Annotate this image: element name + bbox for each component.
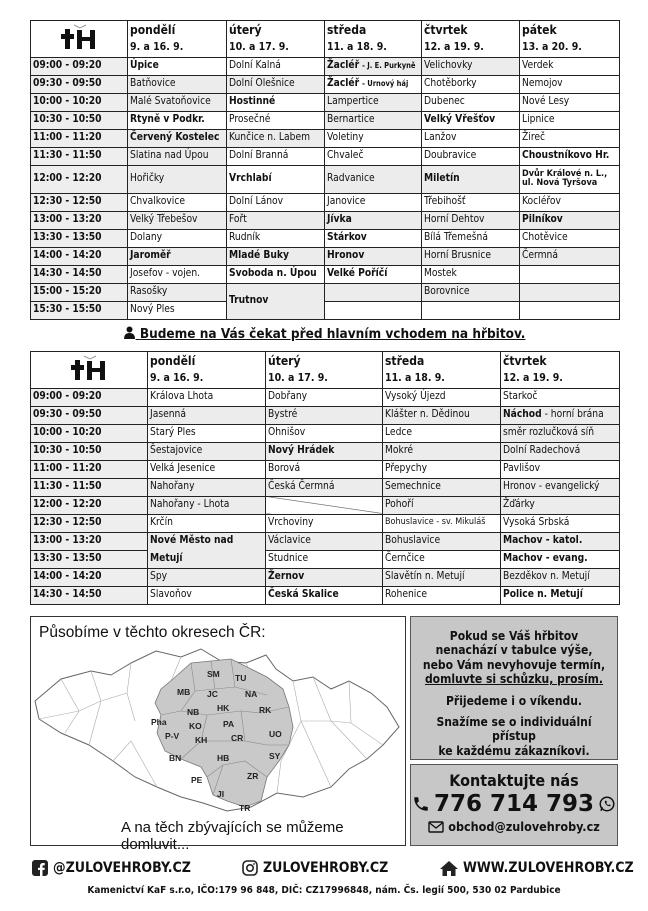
logo — [31, 352, 148, 389]
cemetery-cell: Jasenná — [148, 406, 266, 424]
cemetery-cell: Hostinné — [227, 93, 325, 111]
instagram-icon — [242, 860, 258, 876]
cemetery-cell: Velichovky — [422, 57, 520, 75]
table-row — [31, 283, 620, 301]
cemetery-cell — [325, 283, 422, 301]
district-label: TU — [235, 673, 247, 683]
table-row — [31, 75, 620, 93]
czech-map — [31, 641, 405, 821]
cemetery-cell: Mokré — [383, 442, 501, 460]
cemetery-cell: Dolní Radechová — [501, 442, 620, 460]
cemetery-cell: Trutnov — [227, 283, 325, 319]
cemetery-cell: Dolní Olešnice — [227, 75, 325, 93]
time-slot: 11:30 - 11:50 — [31, 478, 148, 496]
whatsapp-icon — [598, 795, 616, 813]
time-slot: 10:30 - 10:50 — [31, 111, 128, 129]
cemetery-cell: Rasošky — [128, 283, 227, 301]
cemetery-cell: Velké Poříčí — [325, 265, 422, 283]
cemetery-cell: Josefov - vojen. — [128, 265, 227, 283]
table-row — [31, 211, 620, 229]
table-row — [31, 165, 620, 193]
cross-h-logo-icon — [66, 352, 112, 384]
cemetery-cell: Janovice — [325, 193, 422, 211]
cemetery-cell: Verdek — [520, 57, 620, 75]
cemetery-cell: Kocléřov — [520, 193, 620, 211]
contact-heading: Kontaktujte nás — [449, 771, 579, 790]
cemetery-cell: Semechnice — [383, 478, 501, 496]
cemetery-cell: Nové Lesy — [520, 93, 620, 111]
cemetery-cell: Dolany — [128, 229, 227, 247]
time-slot: 12:00 - 12:20 — [31, 496, 148, 514]
table-row — [31, 442, 620, 460]
cemetery-cell: Nahořany - Lhota — [148, 496, 266, 514]
district-label: NB — [187, 707, 200, 717]
table-row — [31, 301, 620, 319]
cemetery-cell — [520, 283, 620, 301]
day-tuesday: úterý — [266, 352, 383, 370]
time-slot: 15:00 - 15:20 — [31, 283, 128, 301]
time-slot: 13:30 - 13:50 — [31, 550, 148, 568]
time-slot: 10:30 - 10:50 — [31, 442, 148, 460]
table-row — [31, 478, 620, 496]
info-text — [417, 629, 611, 672]
cemetery-cell: Kunčice n. Labem — [227, 129, 325, 147]
cemetery-cell: Česká Skalice — [266, 586, 383, 604]
district-label: BN — [169, 753, 182, 763]
time-slot: 12:30 - 12:50 — [31, 193, 128, 211]
table-row — [31, 229, 620, 247]
cemetery-cell: Třebihošť — [422, 193, 520, 211]
district-label: KH — [195, 735, 208, 745]
table-row — [31, 496, 620, 514]
time-slot: 15:30 - 15:50 — [31, 301, 128, 319]
time-slot: 11:00 - 11:20 — [31, 460, 148, 478]
schedule-table-2 — [30, 351, 620, 605]
cemetery-cell: Červený Kostelec — [128, 129, 227, 147]
cemetery-cell: Nový Hrádek — [266, 442, 383, 460]
date-tuesday: 10. a 17. 9. — [227, 39, 325, 57]
cemetery-cell: Králova Lhota — [148, 388, 266, 406]
day-wednesday: středa — [383, 352, 501, 370]
info-line: domluvte si schůzku, prosím. — [424, 672, 604, 687]
day-thursday: čtvrtek — [422, 21, 520, 39]
time-slot: 14:30 - 14:50 — [31, 586, 148, 604]
district-label: RK — [259, 705, 272, 715]
district-label: PE — [191, 775, 203, 785]
cemetery-cell — [520, 265, 620, 283]
email-address[interactable]: obchod@zulovehroby.cz — [448, 819, 600, 834]
cemetery-cell: Přepychy — [383, 460, 501, 478]
cemetery-cell: Radvanice — [325, 165, 422, 193]
cemetery-cell: Lanžov — [422, 129, 520, 147]
cemetery-cell: Čermná — [520, 247, 620, 265]
time-slot: 14:30 - 14:50 — [31, 265, 128, 283]
time-slot: 12:30 - 12:50 — [31, 514, 148, 532]
date-thursday: 12. a 19. 9. — [501, 370, 620, 388]
cemetery-cell: Rtyně v Podkr. — [128, 111, 227, 129]
cemetery-cell: Nahořany — [148, 478, 266, 496]
cemetery-cell: Žďárky — [501, 496, 620, 514]
cemetery-cell: Dolní Lánov — [227, 193, 325, 211]
map-panel — [30, 616, 406, 853]
cemetery-cell: Úpice — [128, 57, 227, 75]
email-row[interactable] — [411, 819, 617, 834]
cemetery-cell: Doubravice — [422, 147, 520, 165]
cemetery-cell: Machov - evang. — [501, 550, 620, 568]
cemetery-cell — [501, 406, 620, 424]
date-thursday: 12. a 19. 9. — [422, 39, 520, 57]
phone-icon — [412, 795, 430, 813]
table-row — [31, 406, 620, 424]
cemetery-cell: Dolní Branná — [227, 147, 325, 165]
website-url[interactable]: WWW.ZULOVEHROBY.CZ — [463, 860, 634, 876]
cemetery-cell: Hronov — [325, 247, 422, 265]
cemetery-cell: Dubenec — [422, 93, 520, 111]
cemetery-cell: Žernov — [266, 568, 383, 586]
cemetery-cell: Batňovice — [128, 75, 227, 93]
district-label: TR — [239, 803, 251, 813]
time-slot: 12:00 - 12:20 — [31, 165, 128, 193]
facebook-link[interactable] — [32, 860, 191, 876]
cemetery-cell: Mladé Buky — [227, 247, 325, 265]
time-slot: 11:00 - 11:20 — [31, 129, 128, 147]
cemetery-cell: Starý Ples — [148, 424, 266, 442]
cemetery-cell: Bezděkov n. Metují — [501, 568, 620, 586]
cemetery-cell: Šestajovice — [148, 442, 266, 460]
table-row — [31, 514, 620, 532]
cemetery-cell: Lampertice — [325, 93, 422, 111]
district-label: JI — [217, 789, 225, 799]
cemetery-cell: Velká Jesenice — [148, 460, 266, 478]
date-monday: 9. a 16. 9. — [128, 39, 227, 57]
time-slot: 10:00 - 10:20 — [31, 93, 128, 111]
date-monday: 9. a 16. 9. — [148, 370, 266, 388]
cemetery-cell: Malé Svatoňovice — [128, 93, 227, 111]
cemetery-cell — [325, 75, 422, 93]
cemetery-cell: Černčice — [383, 550, 501, 568]
info-text — [417, 715, 611, 758]
contact-box — [410, 764, 618, 846]
cemetery-cell: Dolní Kalná — [227, 57, 325, 75]
info-line: Přijedeme i o víkendu. — [445, 693, 583, 708]
district-label: CR — [231, 733, 244, 743]
info-line: ke každému zákazníkovi. — [438, 743, 590, 758]
time-slot: 13:30 - 13:50 — [31, 229, 128, 247]
table-row — [31, 532, 620, 550]
banner-text: Budeme na Vás čekat před hlavním vchodem na hřbitov. — [139, 326, 526, 342]
district-label: KO — [189, 721, 202, 731]
meeting-point-banner — [0, 326, 648, 342]
cemetery-cell: Vysoká Srbská — [501, 514, 620, 532]
cemetery-cell: Studnice — [266, 550, 383, 568]
district-label: HB — [217, 753, 230, 763]
info-box — [410, 616, 618, 760]
cemetery-cell: Klášter n. Dědinou — [383, 406, 501, 424]
cemetery-name: Žacléř — [327, 59, 360, 71]
district-label: PA — [223, 719, 235, 729]
cemetery-cell: Bystré — [266, 406, 383, 424]
district-label: HK — [217, 703, 230, 713]
district-label: SY — [269, 751, 281, 761]
table-row — [31, 129, 620, 147]
cemetery-cell: Rudník — [227, 229, 325, 247]
district-label: Pha — [151, 717, 167, 727]
table-row — [31, 111, 620, 129]
cemetery-cell: Lipnice — [520, 111, 620, 129]
cemetery-detail: - Urnový háj — [362, 78, 409, 88]
cemetery-cell: Police n. Metují — [501, 586, 620, 604]
cemetery-cell: Vysoký Újezd — [383, 388, 501, 406]
cemetery-cell: Chotěborky — [422, 75, 520, 93]
schedule-table-1 — [30, 20, 620, 320]
cemetery-cell — [422, 301, 520, 319]
cemetery-cell — [520, 301, 620, 319]
cemetery-cell: Stárkov — [325, 229, 422, 247]
cemetery-cell: Velký Vřešťov — [422, 111, 520, 129]
cemetery-cell: Nové Město nad — [148, 532, 266, 550]
district-label: NA — [245, 689, 258, 699]
cemetery-cell: Mostek — [422, 265, 520, 283]
cemetery-detail: - horní brána — [544, 408, 604, 420]
phone-number[interactable]: 776 714 793 — [433, 791, 595, 817]
logo — [31, 21, 128, 58]
cemetery-cell: Voletiny — [325, 129, 422, 147]
cemetery-cell: Slavětín n. Metují — [383, 568, 501, 586]
day-friday: pátek — [520, 21, 620, 39]
cross-h-logo-icon — [56, 21, 102, 53]
time-slot: 13:00 - 13:20 — [31, 532, 148, 550]
district-label: UO — [269, 729, 282, 739]
website-link[interactable] — [440, 860, 634, 876]
cemetery-name: Žacléř — [327, 77, 360, 89]
district-label: JC — [207, 689, 218, 699]
cemetery-cell: Slavoňov — [148, 586, 266, 604]
cemetery-cell: Chotěvice — [520, 229, 620, 247]
time-slot: 10:00 - 10:20 — [31, 424, 148, 442]
district-label: ZR — [247, 771, 259, 781]
cemetery-cell: Bohuslavice — [383, 532, 501, 550]
instagram-handle[interactable]: ZULOVEHROBY.CZ — [263, 860, 389, 876]
cemetery-cell: Slatina nad Úpou — [128, 147, 227, 165]
time-slot: 14:00 - 14:20 — [31, 247, 128, 265]
cemetery-cell: Dobřany — [266, 388, 383, 406]
info-line: nenachází v tabulce výše, — [435, 643, 593, 658]
cemetery-cell: Vrchlabí — [227, 165, 325, 193]
cemetery-cell: Hořičky — [128, 165, 227, 193]
time-slot: 13:00 - 13:20 — [31, 211, 128, 229]
date-friday: 13. a 20. 9. — [520, 39, 620, 57]
cemetery-cell: Václavice — [266, 532, 383, 550]
table-row — [31, 147, 620, 165]
home-icon — [440, 861, 458, 876]
cemetery-cell: Borovnice — [422, 283, 520, 301]
time-slot: 09:00 - 09:20 — [31, 57, 128, 75]
table-row — [31, 586, 620, 604]
date-wednesday: 11. a 18. 9. — [325, 39, 422, 57]
table-row — [31, 550, 620, 568]
cemetery-cell: Fořt — [227, 211, 325, 229]
cemetery-cell: Choustníkovo Hr. — [520, 147, 620, 165]
envelope-icon — [428, 821, 444, 833]
cemetery-cell: Horní Brusnice — [422, 247, 520, 265]
table-row — [31, 265, 620, 283]
district-label: SM — [207, 669, 220, 679]
time-slot: 09:00 - 09:20 — [31, 388, 148, 406]
cemetery-cell: Krčín — [148, 514, 266, 532]
date-tuesday: 10. a 17. 9. — [266, 370, 383, 388]
map-title: Působíme v těchto okresech ČR: — [39, 624, 266, 641]
table-row — [31, 57, 620, 75]
facebook-handle[interactable]: @ZULOVEHROBY.CZ — [53, 860, 191, 876]
day-tuesday: úterý — [227, 21, 325, 39]
info-line: nebo Vám nevyhovuje termín, — [422, 657, 606, 672]
cemetery-cell: Bohuslavice - sv. Mikuláš — [383, 514, 501, 532]
time-slot: 11:30 - 11:50 — [31, 147, 128, 165]
day-monday: pondělí — [148, 352, 266, 370]
cemetery-cell: Bílá Třemešná — [422, 229, 520, 247]
table-row — [31, 93, 620, 111]
cemetery-cell: Jaroměř — [128, 247, 227, 265]
cemetery-cell: Ledce — [383, 424, 501, 442]
cemetery-cell: Spy — [148, 568, 266, 586]
facebook-icon — [32, 860, 48, 876]
cemetery-cell: Miletín — [422, 165, 520, 193]
cemetery-cell: Nemojov — [520, 75, 620, 93]
cemetery-cell: Hronov - evangelický — [501, 478, 620, 496]
district-label: P-V — [165, 731, 180, 741]
map-note: A na těch zbývajících se můžeme domluvit... — [121, 819, 344, 853]
cemetery-cell: směr rozlučková síň — [501, 424, 620, 442]
table-row — [31, 568, 620, 586]
cemetery-cell: Bernartice — [325, 111, 422, 129]
cemetery-cell: Chvaleč — [325, 147, 422, 165]
cemetery-cell: Chvalkovice — [128, 193, 227, 211]
table-row — [31, 193, 620, 211]
time-slot: 09:30 - 09:50 — [31, 406, 148, 424]
cemetery-cell: Machov - katol. — [501, 532, 620, 550]
cemetery-cell: Svoboda n. Úpou — [227, 265, 325, 283]
cemetery-cell: Pohoří — [383, 496, 501, 514]
time-slot: 09:30 - 09:50 — [31, 75, 128, 93]
table-row — [31, 424, 620, 442]
cemetery-cell: Pavlišov — [501, 460, 620, 478]
person-icon — [123, 326, 136, 339]
cemetery-cell: Ohnišov — [266, 424, 383, 442]
cemetery-cell: Prosečné — [227, 111, 325, 129]
cemetery-cell: Rohenice — [383, 586, 501, 604]
cemetery-cell: Dvůr Králové n. L., ul. Nová Tyršova — [520, 165, 620, 193]
day-thursday: čtvrtek — [501, 352, 620, 370]
company-info: Kamenictví KaF s.r.o, IČO:179 96 848, DIČ: CZ17996848, nám. Čs. legií 500, 530 02 Pardubice — [87, 885, 561, 896]
cemetery-name: Náchod — [503, 408, 542, 420]
cemetery-cell: Jívka — [325, 211, 422, 229]
info-line: Pokud se Váš hřbitov — [449, 629, 579, 643]
table-row — [31, 247, 620, 265]
table-row — [31, 460, 620, 478]
cemetery-cell: Metují — [148, 550, 266, 568]
district-label: MB — [177, 687, 191, 697]
day-wednesday: středa — [325, 21, 422, 39]
day-monday: pondělí — [128, 21, 227, 39]
cemetery-cell: Horní Dehtov — [422, 211, 520, 229]
info-line: Snažíme se o individuální přístup — [436, 714, 592, 744]
date-wednesday: 11. a 18. 9. — [383, 370, 501, 388]
phone-row[interactable] — [411, 791, 617, 817]
empty-cell — [266, 496, 383, 514]
cemetery-cell: Česká Čermná — [266, 478, 383, 496]
cemetery-cell — [325, 301, 422, 319]
cemetery-cell: Nový Ples — [128, 301, 227, 319]
instagram-link[interactable] — [242, 860, 388, 876]
cemetery-cell: Borová — [266, 460, 383, 478]
cemetery-detail: - J. E. Purkyně — [362, 60, 416, 70]
cemetery-cell: Starkoč — [501, 388, 620, 406]
cemetery-cell: Pilníkov — [520, 211, 620, 229]
cemetery-cell: Žireč — [520, 129, 620, 147]
time-slot: 14:00 - 14:20 — [31, 568, 148, 586]
cemetery-cell — [325, 57, 422, 75]
cemetery-cell: Vrchoviny — [266, 514, 383, 532]
cemetery-cell: Velký Třebešov — [128, 211, 227, 229]
table-row — [31, 388, 620, 406]
